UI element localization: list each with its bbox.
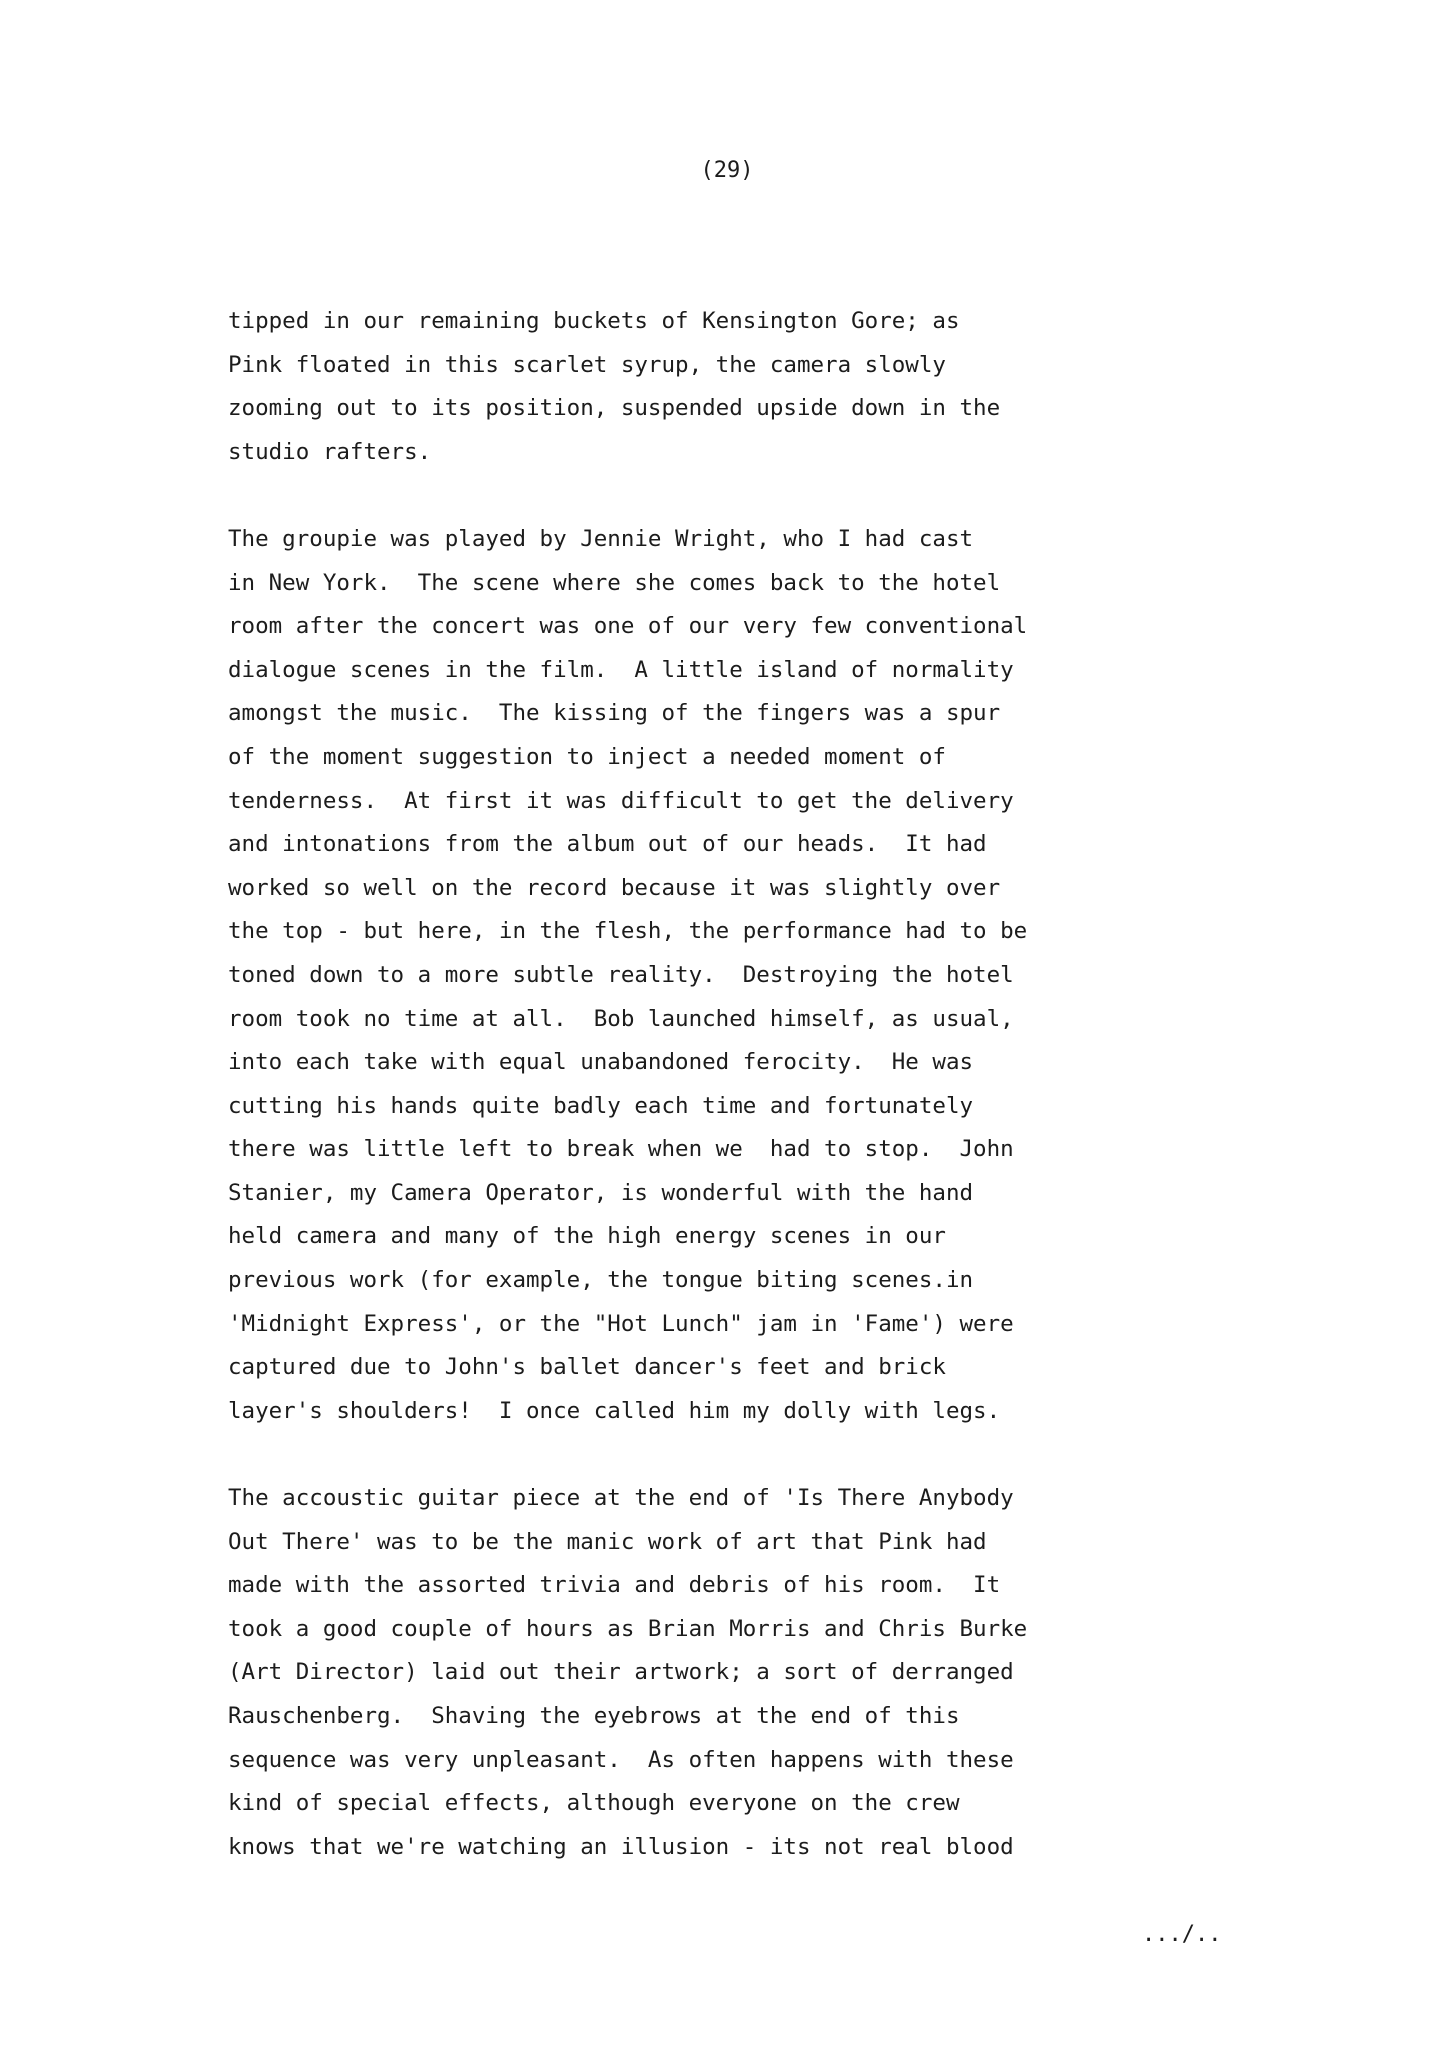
text-line: 'Midnight Express', or the "Hot Lunch" jam in 'Fame') were xyxy=(228,1310,1014,1337)
text-line: of the moment suggestion to inject a needed moment of xyxy=(228,743,946,770)
text-line: tenderness. At first it was difficult to get the delivery xyxy=(228,787,1014,814)
text-line: Stanier, my Camera Operator, is wonderful with the hand xyxy=(228,1179,974,1206)
paragraph-1 xyxy=(228,300,1288,474)
text-line: there was little left to break when we had to stop. John xyxy=(228,1136,1014,1163)
text-line: The accoustic guitar piece at the end of 'Is There Anybody xyxy=(228,1485,1014,1512)
text-line: captured due to John's ballet dancer's feet and brick xyxy=(228,1354,946,1381)
page-number: (29) xyxy=(700,158,754,183)
text-line: room after the concert was one of our very few conventional xyxy=(228,613,1028,640)
text-line: took a good couple of hours as Brian Morris and Chris Burke xyxy=(228,1615,1028,1642)
text-line: Pink floated in this scarlet syrup, the camera slowly xyxy=(228,351,946,378)
paragraph-3 xyxy=(228,1477,1288,1869)
text-line: Rauschenberg. Shaving the eyebrows at the end of this xyxy=(228,1703,960,1729)
text-line: layer's shoulders! I once called him my dolly with legs. xyxy=(228,1397,1001,1424)
text-line: room took no time at all. Bob launched himself, as usual, xyxy=(228,1005,1014,1032)
text-line: cutting his hands quite badly each time and fortunately xyxy=(228,1092,974,1119)
text-line: and intonations from the album out of our heads. It had xyxy=(228,831,987,858)
text-line: studio rafters. xyxy=(228,438,432,465)
text-line: Out There' was to be the manic work of art that Pink had xyxy=(228,1528,987,1555)
text-line: in New York. The scene where she comes back to the hotel xyxy=(228,569,1001,596)
text-line: sequence was very unpleasant. As often happens with these xyxy=(228,1746,1014,1773)
text-line: made with the assorted trivia and debris of his room. It xyxy=(228,1572,1001,1599)
text-line: knows that we're watching an illusion - its not real blood xyxy=(228,1833,1014,1860)
text-line: toned down to a more subtle reality. Destroying the hotel xyxy=(228,961,1014,988)
body-text xyxy=(228,300,1288,1913)
text-line: into each take with equal unabandoned ferocity. He was xyxy=(228,1049,974,1076)
text-line: dialogue scenes in the film. A little island of normality xyxy=(228,656,1014,683)
text-line: The groupie was played by Jennie Wright, who I had cast xyxy=(228,525,974,552)
text-line: amongst the music. The kissing of the fingers was a spur xyxy=(228,700,1001,727)
continuation-mark: .../.. xyxy=(1142,1922,1222,1947)
text-line: kind of special effects, although everyone on the crew xyxy=(228,1790,960,1817)
text-line: worked so well on the record because it was slightly over xyxy=(228,874,1001,901)
text-line: zooming out to its position, suspended upside down in the xyxy=(228,395,1001,422)
paragraph-2 xyxy=(228,518,1288,1433)
text-line: tipped in our remaining buckets of Kensington Gore; as xyxy=(228,308,960,334)
text-line: held camera and many of the high energy scenes in our xyxy=(228,1223,946,1250)
text-line: (Art Director) laid out their artwork; a sort of derranged xyxy=(228,1659,1014,1686)
text-line: the top - but here, in the flesh, the performance had to be xyxy=(228,918,1028,945)
text-line: previous work (for example, the tongue biting scenes.in xyxy=(228,1267,974,1294)
